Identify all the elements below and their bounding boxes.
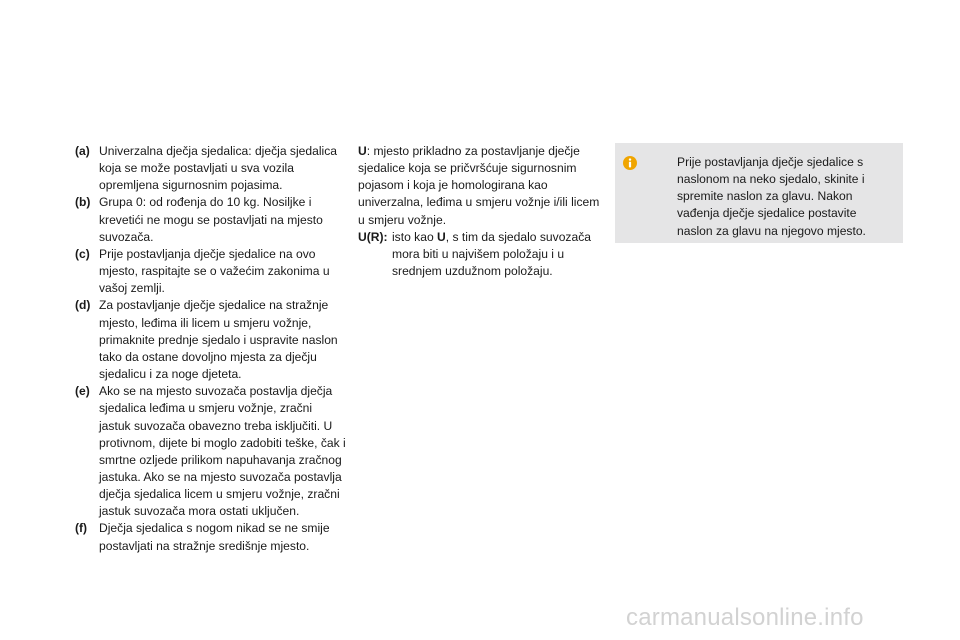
entry-text: Dječja sjedalica s nogom nikad se ne smije postavljati na stražnje središnje mjesto. [99,521,330,553]
watermark: carmanualsonline.info [626,604,864,631]
info-note-text: Prije postavljanja dječje sjedalice s naslonom na neko sjedalo, skinite i spremite naslon za glavu. Nakon vađenja dječje sjedalice postavite naslon za glavu na njegovo mjesto. [677,155,866,238]
entry-text: Ako se na mjesto suvozača postavlja dječja sjedalica leđima u smjeru vožnje, zračni jastuk suvozača obavezno treba isključiti. U protivnom, dijete bi moglo zadobiti teške, čak i smrtne ozljede prilikom napuhavanja zračnog jastuka. Ako se na mjesto suvozača postavlja dječja sjedalica licem u smjeru vožnje, zračni jastuk suvozača mora ostati uključen. [99,384,346,519]
entry-label: (d) [75,298,91,313]
definition-u-label: U [358,144,367,158]
definition-ur-bold: U [437,229,446,244]
definition-ur-label: U(R): [358,229,388,244]
note-entry-c [75,246,347,297]
entry-label: (b) [75,195,91,210]
definition-u-text [358,143,608,229]
entry-label: (a) [75,144,90,158]
definition-ur-after: , s tim da sjedalo suvozača mora biti u najvišem položaju i u srednjem uzdužnom položaju. [392,229,591,279]
entry-label: (c) [75,246,90,261]
definition-ur-before: isto kao [392,229,438,244]
definition-ur-text [392,229,608,280]
note-entry-a [75,143,347,194]
note-entry-b [75,194,347,245]
definition-u-separator: : [366,144,371,158]
note-entry-d [75,297,347,383]
definition-u [358,143,608,229]
entry-text: Prije postavljanja dječje sjedalice na ovo mjesto, raspitajte se o važećim zakonima u vašoj zemlji. [99,246,330,296]
definition-ur [358,229,608,280]
entry-label: (f) [75,521,88,536]
entry-text: Za postavljanje dječje sjedalice na stražnje mjesto, leđima ili licem u smjeru vožnje, primaknite prednje sjedalo i uspravite naslon tako da ostane dovoljno mjesta za dječju sjedalicu i za noge djeteta. [99,298,338,382]
info-note-box [615,143,903,243]
entry-label: (e) [75,384,90,399]
note-entry-f [75,520,347,554]
info-icon [623,156,637,170]
notes-column-left [75,143,347,555]
definition-u-body: mjesto prikladno za postavljanje dječje sjedalice koja se pričvršćuje sigurnosnim pojasom i koja je homologirana kao univerzalna, leđima u smjeru vožnje i/ili licem u smjeru vožnje. [358,144,600,227]
notes-column-middle [358,143,608,280]
entry-text: Grupa 0: od rođenja do 10 kg. Nosiljke i krevetići ne mogu se postavljati na mjesto suvozača. [99,195,323,244]
note-entry-e [75,383,347,520]
entry-text: Univerzalna dječja sjedalica: dječja sjedalica koja se može postavljati u sva vozila opremljena sigurnosnim pojasima. [99,144,337,193]
